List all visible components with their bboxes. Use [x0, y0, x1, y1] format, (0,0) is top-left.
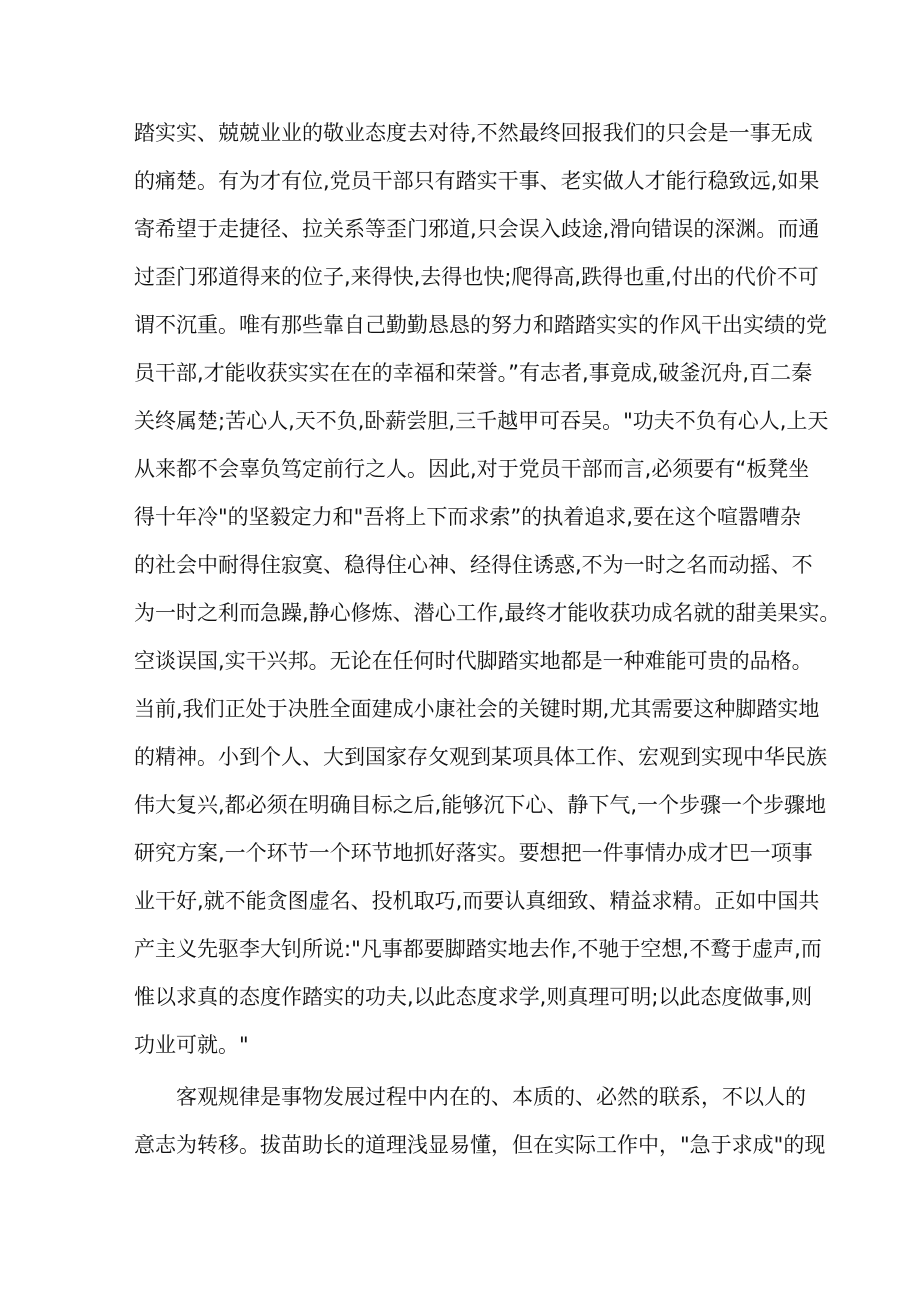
- text-line: 功业可就。": [134, 1033, 249, 1057]
- text-line: 业干好,就不能贪图虚名、投机取巧,而要认真细致、精益求精。正如中国共: [134, 889, 820, 913]
- text-line: 的社会中耐得住寂寞、稳得住心神、经得住诱惑,不为一时之名而动摇、不: [134, 553, 813, 577]
- text-line: 客观规律是事物发展过程中内在的、本质的、必然的联系，不以人的: [176, 1085, 806, 1109]
- text-line: 谓不沉重。唯有那些靠自己勤勤恳恳的努力和踏踏实实的作风干出实绩的党: [134, 313, 827, 337]
- text-line: 伟大复兴,都必须在明确目标之后,能够沉下心、静下气,一个步骤一个步骤地: [134, 793, 827, 817]
- text-line: 空谈误国,实干兴邦。无论在任何时代脚踏实地都是一种难能可贵的品格。: [134, 649, 813, 673]
- text-line: 的精神。小到个人、大到国家存攵观到某项具体工作、宏观到实现中华民族: [134, 745, 827, 769]
- text-line: 惟以求真的态度作踏实的功夫,以此态度求学,则真理可明;以此态度做事,则: [134, 985, 813, 1009]
- text-line: 产主义先驱李大钊所说:"凡事都要脚踏实地去作,不驰于空想,不鹜于虚声,而: [134, 937, 822, 961]
- text-line: 过歪门邪道得来的位子,来得快,去得也快;爬得高,跌得也重,付出的代价不可: [134, 265, 819, 289]
- text-line: 关终属楚;苦心人,天不负,卧薪尝胆,三千越甲可吞吴。"功夫不负有心人,上天: [134, 409, 829, 433]
- text-line: 从来都不会辜负笃定前行之人。因此,对于党员干部而言,必须要有“板凳坐: [134, 457, 810, 481]
- text-line: 员干部,才能收获实实在在的幸福和荣誉。”有志者,事竟成,破釜沉舟,百二秦: [134, 361, 813, 385]
- text-line: 寄希望于走捷径、拉关系等歪门邪道,只会误入歧途,滑向错误的深渊。而通: [134, 217, 820, 241]
- text-line: 当前,我们正处于决胜全面建成小康社会的关键时期,尤其需要这种脚踏实地: [134, 697, 820, 721]
- text-line: 研究方案,一个环节一个环节地抓好落实。要想把一件事情办成才巴一项事: [134, 841, 813, 865]
- text-line: 为一时之利而急躁,静心修炼、潜心工作,最终才能收获功成名就的甜美果实。: [134, 601, 841, 625]
- text-line: 意志为转移。拔苗助长的道理浅显易懂，但在实际工作中，"急于求成"的现: [134, 1133, 826, 1157]
- text-line: 踏实实、兢兢业业的敬业态度去对待,不然最终回报我们的只会是一事无成: [134, 121, 813, 145]
- text-line: 得十年冷"的坚毅定力和"吾将上下而求索”的执着追求,要在这个喧嚣嘈杂: [134, 505, 801, 529]
- text-line: 的痛楚。有为才有位,党员干部只有踏实干事、老实做人才能行稳致远,如果: [134, 169, 820, 193]
